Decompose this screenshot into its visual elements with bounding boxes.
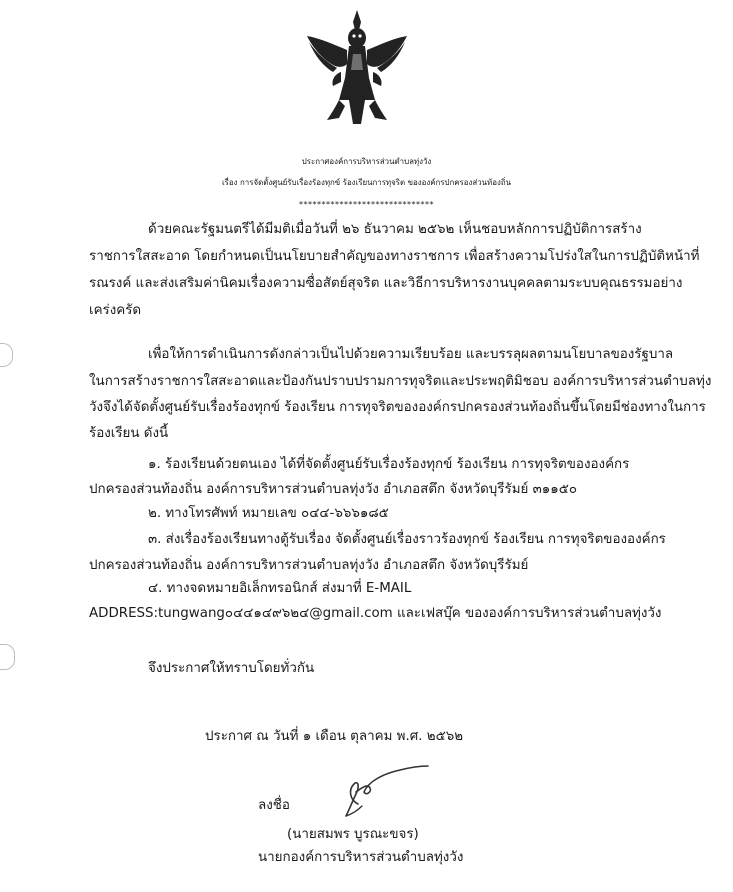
paragraph-2-line-1: เพื่อให้การดำเนินการดังกล่าวเป็นไปด้วยความเรียบร้อย และบรรลุผลตามนโยบาลของรัฐบาล <box>148 347 674 362</box>
separator-line: ****************************** <box>299 200 434 209</box>
channel-1-line-2: ปกครองส่วนท้องถิ่น องค์การบริหารส่วนตำบลทุ่งวัง อำเภอสตึก จังหวัดบุรีรัมย์ ๓๑๑๕๐ <box>89 482 578 497</box>
sign-label: ลงชื่อ <box>258 798 290 813</box>
signer-name: (นายสมพร บูรณะขจร) <box>287 827 419 842</box>
channel-3-line-2: ปกครองส่วนท้องถิ่น องค์การบริหารส่วนตำบลทุ่งวัง อำเภอสตึก จังหวัดบุรีรัมย์ <box>89 558 529 573</box>
subject-line: เรื่อง การจัดตั้งศูนย์รับเรื่องร้องทุกข์ ร้องเรียนการทุจริต ขององค์กรปกครองส่วนท้องถิ่น <box>221 178 511 187</box>
channel-4-line-1: ๔. ทางจดหมายอิเล็กทรอนิกส์ ส่งมาที่ E-MAIL <box>148 581 412 596</box>
paragraph-1-line-2: ราชการใสสะอาด โดยกำหนดเป็นนโยบายสำคัญของทางราชการ เพื่อสร้างความโปร่งใสในการปฏิบัติหน้าที่ <box>89 249 700 264</box>
paragraph-1-line-1: ด้วยคณะรัฐมนตรีได้มีมติเมื่อวันที่ ๒๖ ธันวาคม ๒๕๖๒ เห็นชอบหลักการปฏิบัติการสร้าง <box>148 222 642 237</box>
channel-2-phone: ๒. ทางโทรศัพท์ หมายเลข ๐๔๔-๖๖๖๑๘๕ <box>148 506 389 521</box>
paragraph-2-line-2: ในการสร้างราชการใสสะอาดและป้องกันปราบปรามการทุจริตและประพฤติมิชอบ องค์การบริหารส่วนตำบลทุ่ง <box>89 374 712 389</box>
issuer-title: ประกาศองค์การบริหารส่วนตำบลทุ่งวัง <box>301 157 432 166</box>
closing-statement: จึงประกาศให้ทราบโดยทั่วกัน <box>148 661 315 676</box>
paragraph-2-line-3: วังจึงได้จัดตั้งศูนย์รับเรื่องร้องทุกข์ ร้องเรียน การทุจริตขององค์กรปกครองส่วนท้องถิ่นขึ้นโดยมีช่องทางในการ <box>89 400 706 415</box>
handwritten-signature <box>320 760 430 822</box>
signer-position: นายกองค์การบริหารส่วนตำบลทุ่งวัง <box>258 850 464 865</box>
channel-3-line-1: ๓. ส่งเรื่องร้องเรียนทางตู้รับเรื่อง จัดตั้งศูนย์เรื่องราวร้องทุกข์ ร้องเรียน การทุจริตขององค์กร <box>148 532 666 547</box>
paragraph-1-line-3: รณรงค์ และส่งเสริมค่านิคมเรื่องความซื่อสัตย์สุจริต และวิธีการบริหารงานบุคคลตามระบบคุณธรรมอย่าง <box>89 276 683 291</box>
channel-1-line-1: ๑. ร้องเรียนด้วยตนเอง ได้ที่จัดตั้งศูนย์รับเรื่องร้องทุกข์ ร้องเรียน การทุจริตขององค์กร <box>148 457 630 472</box>
channel-4-line-2: ADDRESS:tungwang๐๔๔๑๔๙๖๒๔@gmail.com และเฟสบุ๊ค ขององค์การบริหารส่วนตำบลทุ่งวัง <box>89 606 662 621</box>
paragraph-1-line-4: เคร่งครัด <box>89 303 142 318</box>
announce-date: ประกาศ ณ วันที่ ๑ เดือน ตุลาคม พ.ศ. ๒๕๖๒ <box>205 729 464 744</box>
margin-mark-upper <box>0 343 13 367</box>
paragraph-2-line-4: ร้องเรียน ดังนี้ <box>89 426 169 441</box>
margin-mark-lower <box>0 644 15 670</box>
garuda-emblem-icon <box>305 8 409 126</box>
